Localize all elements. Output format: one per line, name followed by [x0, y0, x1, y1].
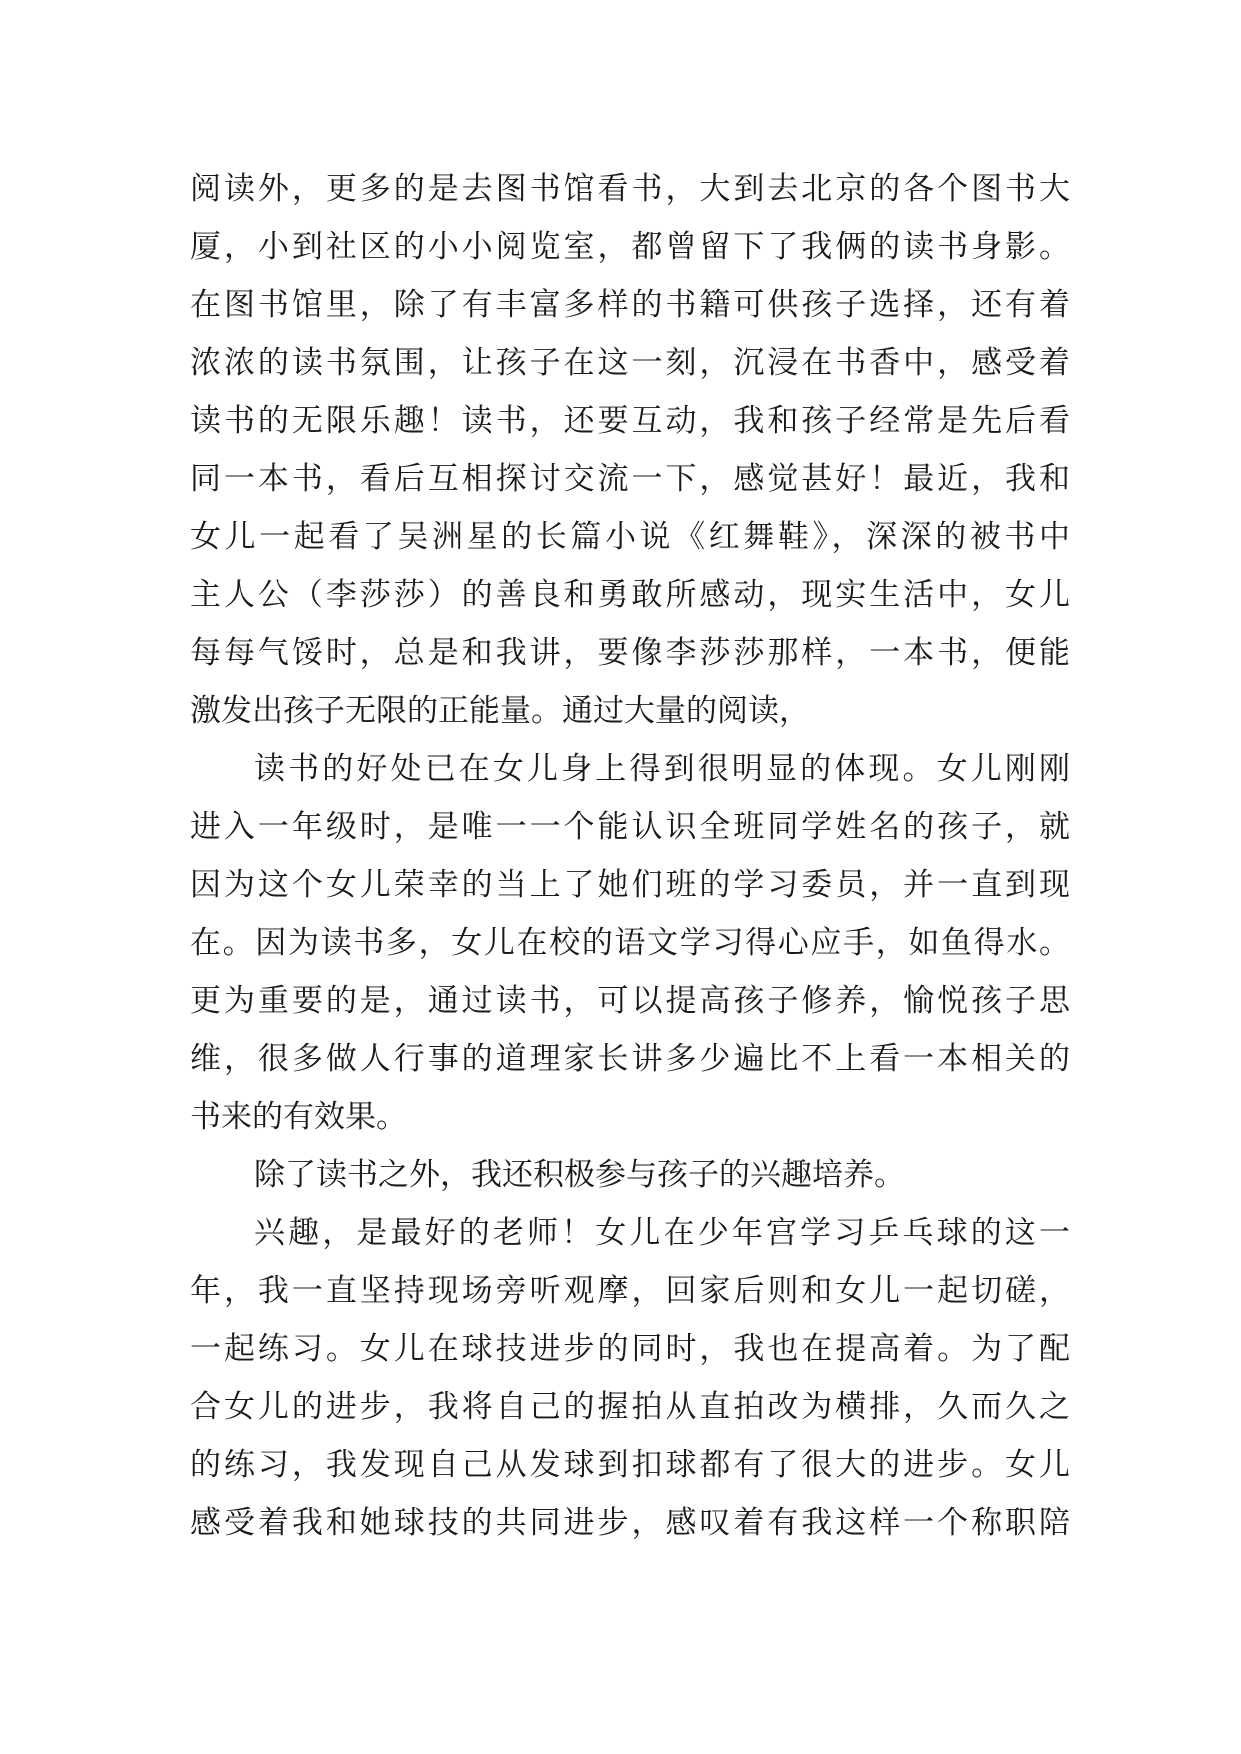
text-line: 的练习，我发现自己从发球到扣球都有了很大的进步。女儿 — [190, 1447, 1070, 1483]
text-line: 一起练习。女儿在球技进步的同时，我也在提高着。为了配 — [190, 1331, 1070, 1367]
text-line: 除了读书之外，我还积极参与孩子的兴趣培养。 — [254, 1157, 905, 1193]
text-line: 因为这个女儿荣幸的当上了她们班的学习委员，并一直到现 — [190, 867, 1070, 903]
text-line: 感受着我和她球技的共同进步，感叹着有我这样一个称职陪 — [190, 1505, 1070, 1541]
text-line: 读书的好处已在女儿身上得到很明显的体现。女儿刚刚 — [254, 751, 1070, 787]
text-line: 合女儿的进步，我将自己的握拍从直拍改为横排，久而久之 — [190, 1389, 1070, 1425]
text-line: 主人公（李莎莎）的善良和勇敢所感动，现实生活中，女儿 — [190, 577, 1070, 613]
text-line: 女儿一起看了吴洲星的长篇小说《红舞鞋》，深深的被书中 — [190, 519, 1070, 555]
text-line: 激发出孩子无限的正能量。通过大量的阅读， — [190, 693, 810, 729]
text-line: 在。因为读书多，女儿在校的语文学习得心应手，如鱼得水。 — [190, 925, 1070, 961]
text-line: 维，很多做人行事的道理家长讲多少遍比不上看一本相关的 — [190, 1041, 1070, 1077]
text-line: 浓浓的读书氛围，让孩子在这一刻，沉浸在书香中，感受着 — [190, 345, 1070, 381]
text-line: 读书的无限乐趣！读书，还要互动，我和孩子经常是先后看 — [190, 403, 1070, 439]
text-line: 每每气馁时，总是和我讲，要像李莎莎那样，一本书，便能 — [190, 635, 1070, 671]
text-line: 兴趣，是最好的老师！女儿在少年宫学习乒乓球的这一 — [254, 1215, 1070, 1251]
text-line: 年，我一直坚持现场旁听观摩，回家后则和女儿一起切磋， — [190, 1273, 1070, 1309]
text-line: 厦，小到社区的小小阅览室，都曾留下了我俩的读书身影。 — [190, 229, 1070, 265]
text-line: 进入一年级时，是唯一一个能认识全班同学姓名的孩子，就 — [190, 809, 1070, 845]
text-line: 在图书馆里，除了有丰富多样的书籍可供孩子选择，还有着 — [190, 287, 1070, 323]
text-line: 阅读外，更多的是去图书馆看书，大到去北京的各个图书大 — [190, 171, 1070, 207]
text-line: 书来的有效果。 — [190, 1099, 407, 1135]
body-text — [190, 160, 1070, 1552]
text-line: 更为重要的是，通过读书，可以提高孩子修养，愉悦孩子思 — [190, 983, 1070, 1019]
text-line: 同一本书，看后互相探讨交流一下，感觉甚好！最近，我和 — [190, 461, 1070, 497]
